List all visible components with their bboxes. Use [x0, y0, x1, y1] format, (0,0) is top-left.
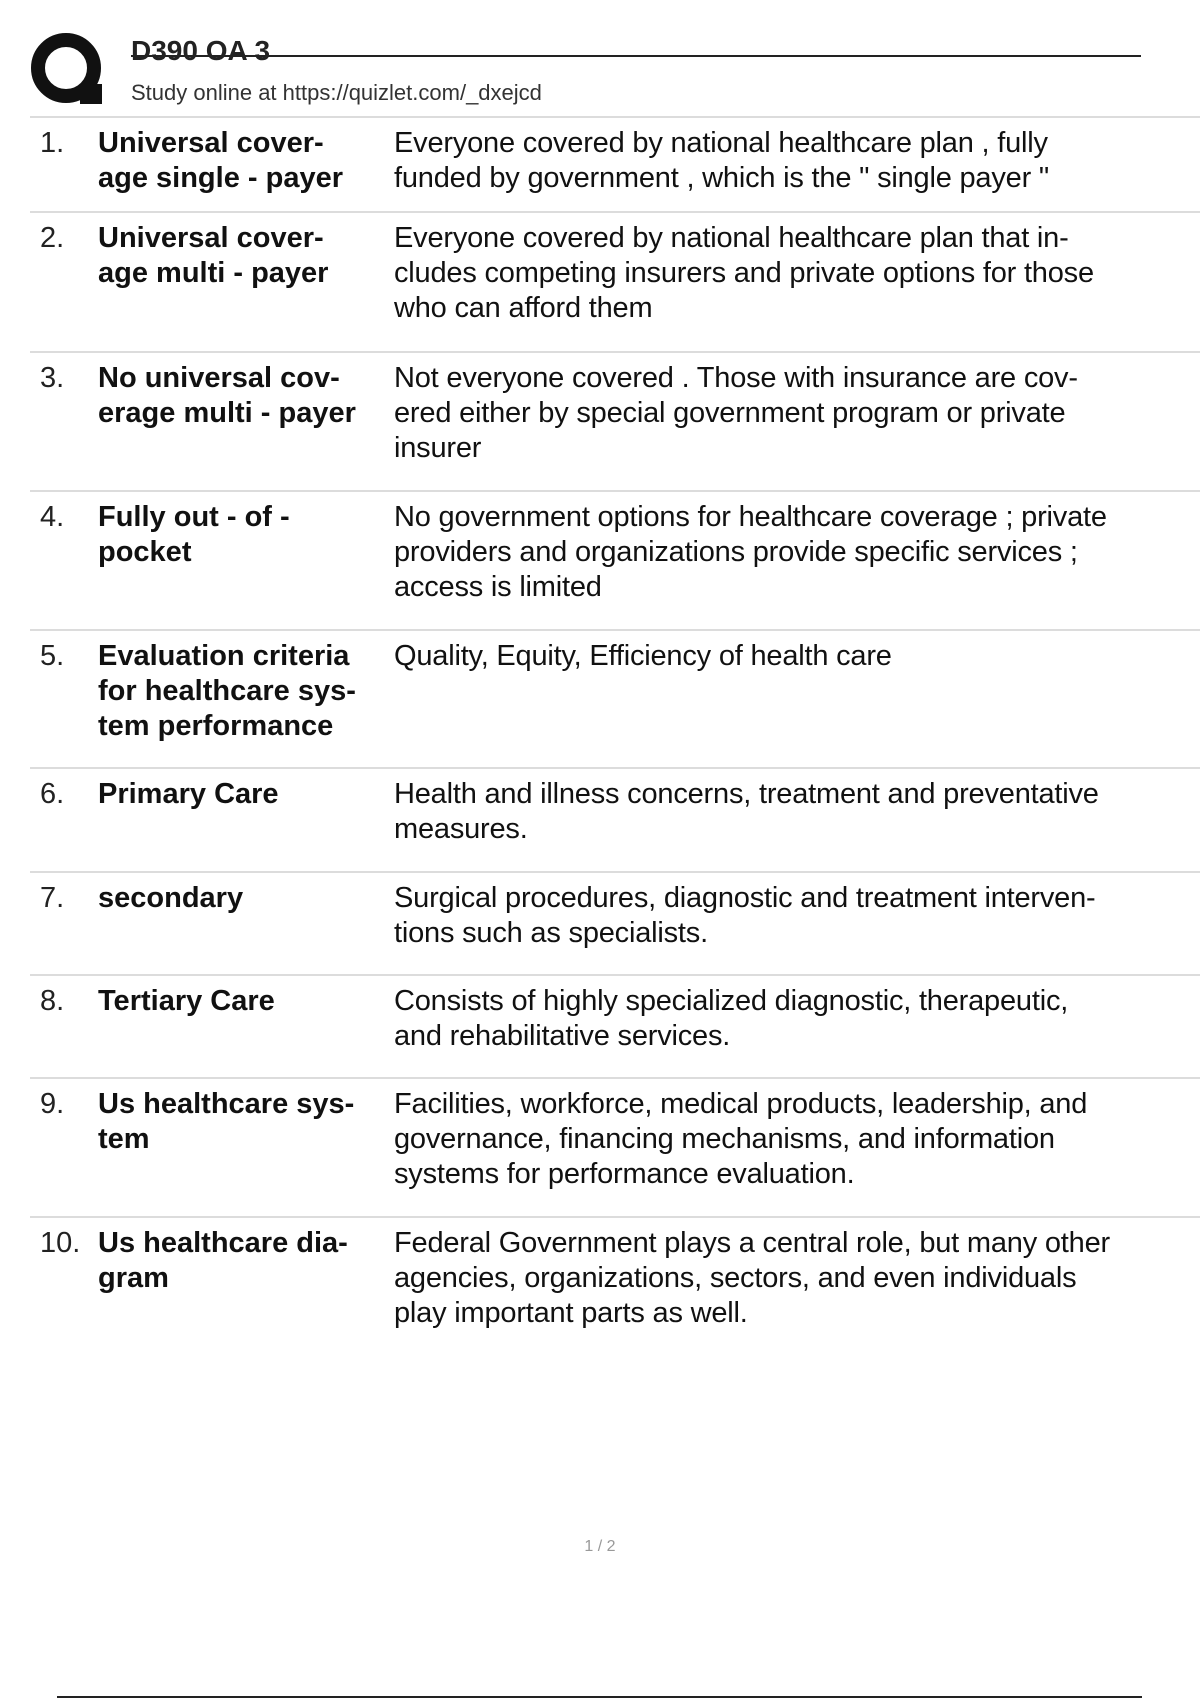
card-term: Universal cover- age multi - payer [98, 222, 329, 289]
header-divider [131, 55, 1141, 57]
flashcard-row [30, 767, 1200, 871]
card-definition: No government options for healthcare coverage ; private providers and organizations provide specific services ; access is limited [394, 501, 1107, 603]
page-indicator: 1 / 2 [584, 1538, 616, 1555]
card-number: 7. [40, 882, 65, 914]
card-definition: Health and illness concerns, treatment and preventative measures. [394, 778, 1099, 845]
card-number: 8. [40, 985, 65, 1017]
set-title: D390 OA 3 [131, 35, 271, 66]
card-term: No universal cov- erage multi - payer [98, 362, 356, 429]
card-number: 1. [40, 127, 65, 159]
card-number: 4. [40, 501, 65, 533]
flashcard-row [30, 211, 1200, 351]
card-definition: Federal Government plays a central role, but many other agencies, organizations, sectors, and even individuals play important parts as well. [394, 1227, 1110, 1329]
quizlet-q-logo-icon [30, 32, 110, 112]
card-number: 6. [40, 778, 65, 810]
card-term: secondary [98, 882, 244, 914]
flashcard-row [30, 116, 1200, 211]
flashcard-row [30, 629, 1200, 767]
footer-divider [57, 1696, 1142, 1698]
card-term: Us healthcare sys- tem [98, 1088, 355, 1155]
card-term: Tertiary Care [98, 985, 275, 1017]
card-definition: Consists of highly specialized diagnostic, therapeutic, and rehabilitative services. [394, 985, 1069, 1052]
flashcard-row [30, 871, 1200, 974]
card-term: Fully out - of - pocket [98, 501, 290, 568]
card-definition: Everyone covered by national healthcare plan , fully funded by government , which is the " single payer " [394, 127, 1050, 194]
card-term: Universal cover- age single - payer [98, 127, 343, 194]
flashcard-row [30, 351, 1200, 490]
card-number: 5. [40, 640, 65, 672]
card-definition: Not everyone covered . Those with insurance are cov- ered either by special government program or private insurer [394, 362, 1078, 464]
card-definition: Surgical procedures, diagnostic and treatment interven- tions such as specialists. [394, 882, 1096, 949]
flashcard-row [30, 490, 1200, 629]
flashcard-row [30, 1216, 1200, 1346]
card-term: Us healthcare dia- gram [98, 1227, 348, 1294]
card-number: 10. [40, 1227, 81, 1259]
card-number: 2. [40, 222, 65, 254]
card-definition: Everyone covered by national healthcare plan that in- cludes competing insurers and private options for those who can afford them [394, 222, 1094, 324]
study-online-link-text: Study online at https://quizlet.com/_dxejcd [131, 80, 542, 105]
card-definition: Quality, Equity, Efficiency of health care [394, 640, 892, 672]
card-number: 9. [40, 1088, 65, 1120]
flashcard-list [30, 116, 1200, 1346]
flashcard-row [30, 974, 1200, 1077]
card-number: 3. [40, 362, 65, 394]
flashcard-row [30, 1077, 1200, 1216]
card-definition: Facilities, workforce, medical products, leadership, and governance, financing mechanisms, and information systems for performance evaluation. [394, 1088, 1088, 1190]
card-term: Evaluation criteria for healthcare sys- tem performance [98, 640, 356, 742]
card-term: Primary Care [98, 778, 279, 810]
